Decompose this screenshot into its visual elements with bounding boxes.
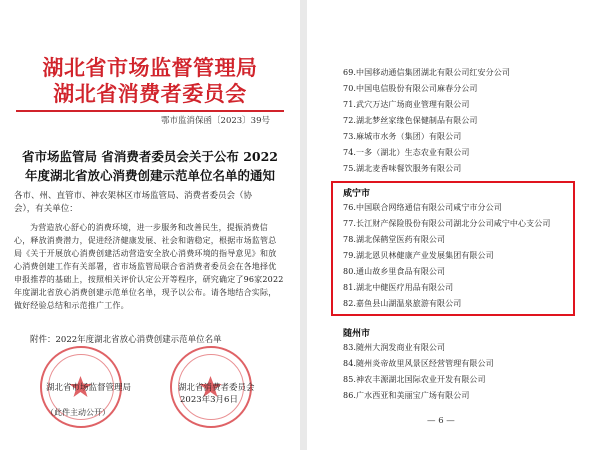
list-item: 77.长江财产保险股份有限公司湖北分公司咸宁中心支公司 bbox=[343, 219, 551, 228]
list-item: 79.湖北恩贝林健康产业发展集团有限公司 bbox=[343, 251, 494, 260]
recipients-line1: 各市、州、直管市、神农架林区市场监管局、消费者委员会（协 bbox=[14, 191, 253, 201]
document-page-right bbox=[307, 0, 600, 450]
red-header-rule bbox=[16, 110, 284, 112]
document-number: 鄂市监消保函〔2023〕39号 bbox=[161, 116, 270, 126]
list-item: 82.嘉鱼县山湖温泉旅游有限公司 bbox=[343, 299, 462, 308]
recipients-line2: 会），有关单位： bbox=[14, 204, 78, 214]
list-item: 83.随州大润发商业有限公司 bbox=[343, 343, 446, 352]
list-item: 74.一多（湖北）生态农业有限公司 bbox=[343, 148, 470, 157]
list-item: 72.湖北梦丝家缘色保健制品有限公司 bbox=[343, 116, 478, 125]
issuer-name-line2: 湖北省消费者委员会 bbox=[53, 81, 247, 106]
list-item: 86.广水西亚和美丽宝广场有限公司 bbox=[343, 391, 470, 400]
list-item: 73.麻城市水务（集团）有限公司 bbox=[343, 132, 462, 141]
body-paragraph: 为营造放心舒心的消费环境，进一步服务和改善民生，提振消费信心，释放消费潜力，促进经济健康发展、社会和谐稳定，根据市场监管总局《关于开展放心消费创建活动营造安全放心消费环境的指导意见》和放心消费创建工作有关部署，省市场监管局联合省消费者委员会在各地择优申报推荐的基础上，按照相关评价认定公开等程序，研究确定了96家2022年度湖北省放心消费创建示范单位名单，现予以公布。请各地结合实际，做好经验总结和示范推广工作。 bbox=[14, 223, 284, 310]
recipients bbox=[14, 190, 284, 216]
document-title-line2: 年度湖北省放心消费创建示范单位名单的通知 bbox=[24, 168, 275, 183]
list-item: 75.湖北麦香味餐饮服务有限公司 bbox=[343, 164, 462, 173]
list-item: 84.随州炎帝故里风景区经营管理有限公司 bbox=[343, 359, 494, 368]
list-item: 81.湖北中健医疗用品有限公司 bbox=[343, 283, 454, 292]
list-item: 69.中国移动通信集团湖北有限公司红安分公司 bbox=[343, 68, 510, 77]
city-heading-xianning: 咸宁市 bbox=[343, 189, 371, 199]
issuer-name-line1: 湖北省市场监督管理局 bbox=[42, 55, 258, 80]
signatory-2: 湖北省消费者委员会 bbox=[178, 383, 255, 393]
document-title-line1: 省市场监管局 省消费者委员会关于公布 2022 bbox=[22, 149, 278, 164]
city-heading-suizhou: 随州市 bbox=[343, 329, 371, 339]
list-item: 80.通山故乡里食品有限公司 bbox=[343, 267, 446, 276]
signatory-1: 湖北省市场监督管理局 bbox=[46, 383, 132, 393]
list-item: 78.湖北保鹤堂医药有限公司 bbox=[343, 235, 446, 244]
publication-note: （此件主动公开） bbox=[46, 408, 110, 417]
attachment-note: 附件：2022年度湖北省放心消费创建示范单位名单 bbox=[30, 335, 222, 345]
list-item: 71.武穴万达广场商业管理有限公司 bbox=[343, 100, 470, 109]
list-item: 85.神农丰源湖北国际农业开发有限公司 bbox=[343, 375, 486, 384]
issue-date: 2023年3月6日 bbox=[180, 395, 238, 405]
page-number: — 6 — bbox=[427, 416, 455, 426]
list-item: 70.中国电信股份有限公司麻春分公司 bbox=[343, 84, 478, 93]
list-item: 76.中国联合网络通信有限公司咸宁市分公司 bbox=[343, 203, 502, 212]
